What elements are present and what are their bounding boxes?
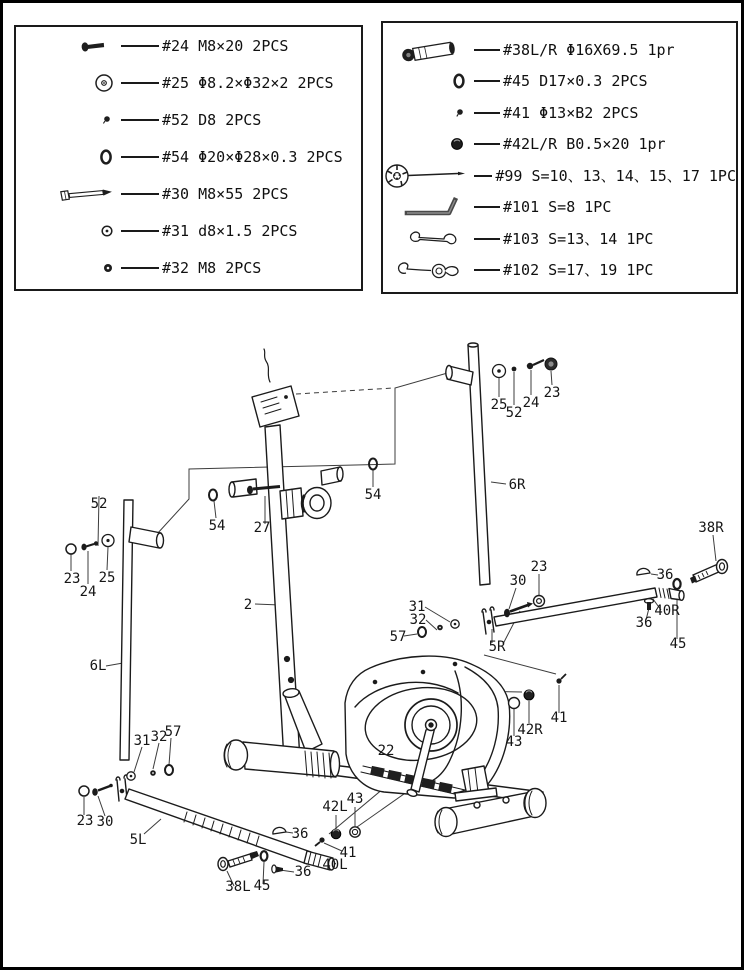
part-ref-label: 24	[522, 395, 540, 411]
ring-23-bottom	[79, 786, 89, 796]
part-ref-label: 2	[243, 597, 253, 613]
part-ref-label: 41	[339, 845, 357, 861]
part-ref-label: 30	[96, 814, 114, 830]
part-ref-label: 36	[291, 826, 309, 842]
nut-32-mid	[437, 625, 443, 631]
part-ref-label: 27	[253, 520, 271, 536]
part-label: #31 d8×1.5 2PCS	[162, 222, 298, 240]
nut-42R	[524, 690, 534, 700]
bolt-38R	[690, 560, 728, 584]
part-label: #102 S=17、19 1PC	[503, 261, 654, 280]
part-label: #32 M8 2PCS	[162, 259, 262, 277]
part-label: #38L/R Φ16X69.5 1pr	[503, 41, 675, 59]
part-ref-label: 36	[294, 864, 312, 880]
part-label: #103 S=13、14 1PC	[503, 230, 654, 249]
mast	[229, 425, 343, 761]
nut-23-right	[545, 358, 557, 370]
part-ref-label: 42R	[517, 722, 543, 738]
part-ref-label: 23	[76, 813, 94, 829]
part-ref-label: 23	[543, 385, 561, 401]
assembly-diagram	[3, 3, 744, 970]
clip-36-right	[637, 568, 650, 575]
part-ref-label: 52	[90, 496, 108, 512]
part-ref-label: 5L	[129, 832, 147, 848]
part-ref-label: 57	[389, 629, 407, 645]
part-label: #101 S=8 1PC	[503, 198, 612, 217]
ball-52-right	[512, 367, 517, 372]
part-ref-label: 31	[408, 599, 426, 615]
part-ref-label: 36	[635, 615, 653, 631]
part-ref-label: 40R	[654, 603, 680, 619]
bolt-24-right	[527, 360, 544, 369]
part-ref-label: 25	[98, 570, 116, 586]
part-label: #45 D17×0.3 2PCS	[503, 72, 648, 91]
nut-42L	[331, 829, 341, 839]
part-ref-label: 41	[550, 710, 568, 726]
bolt-30-left	[92, 784, 113, 796]
washer-25-right	[493, 365, 506, 378]
adjust-knob	[280, 488, 331, 520]
part-label: #99 S=10、13、14、15、17 1PC	[495, 167, 736, 186]
part-ref-label: 43	[505, 734, 523, 750]
part-label: #30 M8×55 2PCS	[162, 185, 289, 203]
washer-31-bottom	[127, 772, 135, 780]
part-ref-label: 42L	[322, 799, 348, 815]
bolt-24-left	[81, 544, 94, 551]
part-ref-label: 23	[63, 571, 81, 587]
ring-57-bottom	[165, 765, 173, 775]
part-ref-label: 43	[346, 791, 364, 807]
part-ref-label: 52	[505, 405, 523, 421]
washer-25-left	[102, 535, 114, 547]
part-ref-label: 6R	[508, 477, 526, 493]
part-ref-label: 54	[208, 518, 226, 534]
ring-57-mid	[418, 627, 426, 637]
screw-36-b	[272, 865, 283, 873]
part-ref-label: 5R	[488, 639, 506, 655]
part-label: #54 Φ20×Φ28×0.3 2PCS	[162, 148, 343, 166]
part-ref-label: 32	[409, 612, 427, 628]
part-ref-label: 38L	[225, 879, 251, 895]
right-post-6R	[446, 343, 490, 585]
part-ref-label: 23	[530, 559, 548, 575]
part-ref-labels	[64, 385, 725, 895]
part-label: #52 D8 2PCS	[162, 111, 262, 129]
machine-structure	[116, 343, 684, 870]
part-label: #24 M8×20 2PCS	[162, 37, 289, 55]
front-stabilizer	[224, 740, 340, 778]
part-ref-label: 40L	[322, 857, 348, 873]
ring-45-right	[673, 579, 680, 589]
hardware	[63, 358, 728, 873]
console	[252, 349, 299, 427]
ring-45-bottom	[261, 851, 268, 861]
bolt-38L	[218, 851, 259, 871]
ball-43-right	[509, 698, 520, 709]
part-label: #41 Φ13×B2 2PCS	[503, 103, 639, 122]
part-ref-label: 57	[164, 724, 182, 740]
ring-54-left	[209, 490, 217, 501]
part-ref-label: 32	[150, 729, 168, 745]
nut-32-bottom	[150, 770, 156, 776]
part-ref-label: 6L	[89, 658, 107, 674]
clip-36-a	[273, 827, 286, 834]
screw-36-right	[645, 599, 654, 610]
part-ref-label: 24	[79, 584, 97, 600]
part-ref-label: 45	[253, 878, 271, 894]
pin-41-right	[556, 674, 566, 684]
ball-52-left	[94, 541, 98, 545]
part-ref-label: 45	[669, 636, 687, 652]
ring-43-bottom	[350, 827, 360, 837]
ring-23-left	[66, 544, 76, 554]
part-label: #42L/R B0.5×20 1pr	[503, 135, 666, 154]
part-ref-label: 54	[364, 487, 382, 503]
part-ref-label: 30	[509, 573, 527, 589]
part-ref-label: 22	[377, 743, 395, 759]
washer-23-mid	[534, 596, 545, 607]
part-label: #25 Φ8.2×Φ32×2 2PCS	[162, 74, 334, 92]
part-ref-label: 31	[133, 733, 151, 749]
part-ref-label: 38R	[698, 520, 724, 536]
pin-41-bottom	[315, 837, 325, 846]
washer-31-mid	[451, 620, 459, 628]
part-ref-label: 36	[656, 567, 674, 583]
part-ref-label: 25	[490, 397, 508, 413]
